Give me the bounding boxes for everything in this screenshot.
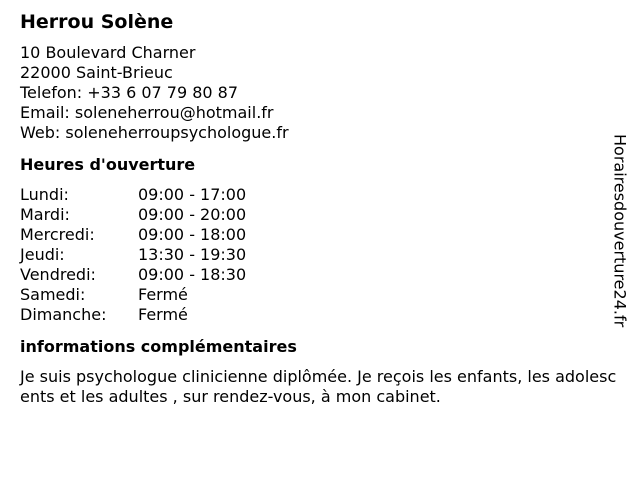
time-value: 09:00 - 17:00: [138, 185, 247, 204]
time-value: Fermé: [138, 305, 188, 324]
day-label: Jeudi:: [20, 245, 65, 264]
time-value: 09:00 - 18:30: [138, 265, 247, 284]
info-heading: informations complémentaires: [20, 337, 297, 356]
day-label: Samedi:: [20, 285, 86, 304]
day-label: Dimanche:: [20, 305, 107, 324]
business-name: Herrou Solène: [20, 11, 174, 33]
time-value: 09:00 - 18:00: [138, 225, 247, 244]
info-description: Je suis psychologue clinicienne diplômée. Je reçois les enfants, les adolescents et les adultes , sur rendez-vous, à mon cabinet.: [20, 367, 617, 406]
hours-row-friday: [20, 265, 620, 285]
business-card: [20, 10, 620, 407]
time-value: Fermé: [138, 285, 188, 304]
contact-block: [20, 43, 620, 143]
time-value: 13:30 - 19:30: [138, 245, 247, 264]
watermark-text: Horairesdouverture24.fr: [610, 134, 630, 328]
email-text: Email: soleneherrou@hotmail.fr: [20, 103, 274, 122]
phone-text: Telefon: +33 6 07 79 80 87: [20, 83, 239, 102]
day-label: Lundi:: [20, 185, 69, 204]
hours-row-tuesday: [20, 205, 620, 225]
day-label: Mercredi:: [20, 225, 95, 244]
watermark: [600, 134, 640, 480]
hours-row-saturday: [20, 285, 620, 305]
time-value: 09:00 - 20:00: [138, 205, 247, 224]
day-label: Vendredi:: [20, 265, 96, 284]
address-city: 22000 Saint-Brieuc: [20, 63, 173, 82]
day-label: Mardi:: [20, 205, 70, 224]
hours-table: [20, 185, 620, 325]
web-text: Web: soleneherroupsychologue.fr: [20, 123, 289, 142]
address-street: 10 Boulevard Charner: [20, 43, 196, 62]
hours-row-thursday: [20, 245, 620, 265]
hours-row-sunday: [20, 305, 620, 325]
hours-row-wednesday: [20, 225, 620, 245]
hours-row-monday: [20, 185, 620, 205]
hours-heading: Heures d'ouverture: [20, 155, 196, 174]
